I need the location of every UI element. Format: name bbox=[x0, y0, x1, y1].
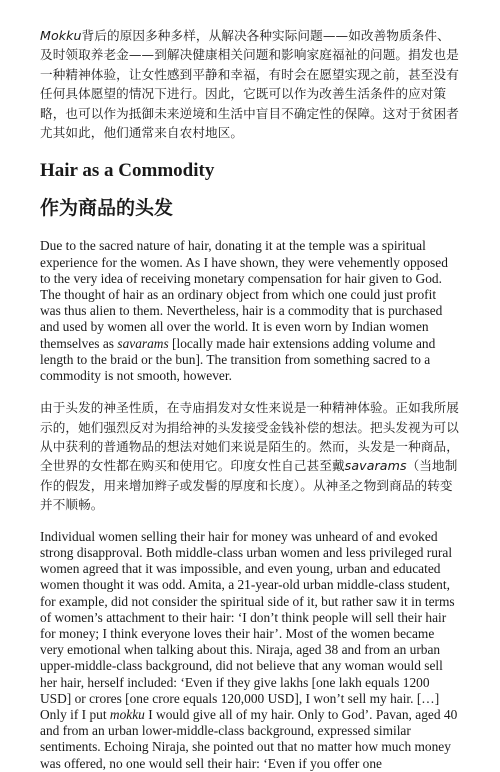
paragraph-1-zh bbox=[40, 398, 460, 514]
paragraph-1-en-text-a: Due to the sacred nature of hair, donating it at the temple was a spiritual experience for the women. As I have shown, they were vehemently opposed to the very idea of receiving monetary compensation for hair given to God. The thought of hair as an ordinary object from which one could just profit was thus alien to them. Nevertheless, hair is a commodity that is purchased and used by women all over the world. It is even worn by Indian women themselves as bbox=[40, 238, 448, 351]
paragraph-2-en bbox=[40, 529, 460, 772]
term-mokku-en: mokku bbox=[109, 706, 145, 722]
paragraph-1-en-text-b: [locally made hair extensions adding volume and length to the braid or the bun]. The transition from something sacred to a commodity is not smooth, however. bbox=[40, 335, 436, 384]
document-page bbox=[40, 26, 460, 772]
paragraph-2-en-text-b: I would give all of my hair. Only to God’. Pavan, aged 40 and from an urban lower-middle-class background, expressed similar sentiments. Echoing Niraja, she pointed out that no matter how much money was offered, no one would sell their hair: ‘Even if you offer one bbox=[40, 706, 458, 771]
term-savarams-zh: savarams bbox=[344, 458, 407, 474]
intro-text-zh: 背后的原因多种多样，从解决各种实际问题——如改善物质条件、及时领取养老金——到解决健康相关问题和影响家庭福祉的问题。捐发也是一种精神体验，让女性感到平静和幸福，有时会在愿望实现之前，甚至没有任何具体愿望的情况下进行。因此，它既可以作为改善生活条件的应对策略，也可以作为抵御未来逆境和生活中盲目不确定性的保障。这对于贫困者尤其如此，他们通常来自农村地区。 bbox=[40, 28, 459, 141]
paragraph-1-zh-text-b: （当地制作的假发，用来增加辫子或发髻的厚度和长度）。从神圣之物到商品的转变并不顺畅。 bbox=[40, 458, 458, 513]
paragraph-1-zh-text-a: 由于头发的神圣性质，在寺庙捐发对女性来说是一种精神体验。正如我所展示的，她们强烈反对为捐给神的头发接受金钱补偿的想法。把头发视为可以从中获利的普通物品的想法对她们来说是陌生的。然而，头发是一种商品，全世界的女性都在购买和使用它。印度女性自己甚至戴 bbox=[40, 400, 459, 474]
paragraph-1-en bbox=[40, 238, 460, 384]
term-savarams: savarams bbox=[117, 335, 169, 351]
section-heading-en: Hair as a Commodity bbox=[40, 160, 215, 182]
intro-paragraph-zh bbox=[40, 26, 460, 142]
paragraph-2-en-text-a: Individual women selling their hair for money was unheard of and evoked strong disapproval. Both middle-class urban women and less privileged rural women agreed that it was impossible, and even young, urban and educated women thought it was odd. Amita, a 21-year-old urban middle-class student, for example, did not consider the spiritual side of it, but rather saw it in terms of women’s attachment to their hair: ‘I don’t think people will sell their hair for money; I think everyone loves their hair’. Most of the women became very emotional when talking about this. Niraja, aged 38 and from an urban upper-middle-class background, did not believe that any woman would sell her hair, herself included: ‘Even if they give lakhs [one lakh equals 1200 USD] or crores [one crore equals 120,000 USD], I won’t sell my hair. […] Only if I put bbox=[40, 528, 455, 722]
section-heading-zh: 作为商品的头发 bbox=[40, 197, 174, 220]
term-mokku: Mokku bbox=[40, 28, 82, 43]
